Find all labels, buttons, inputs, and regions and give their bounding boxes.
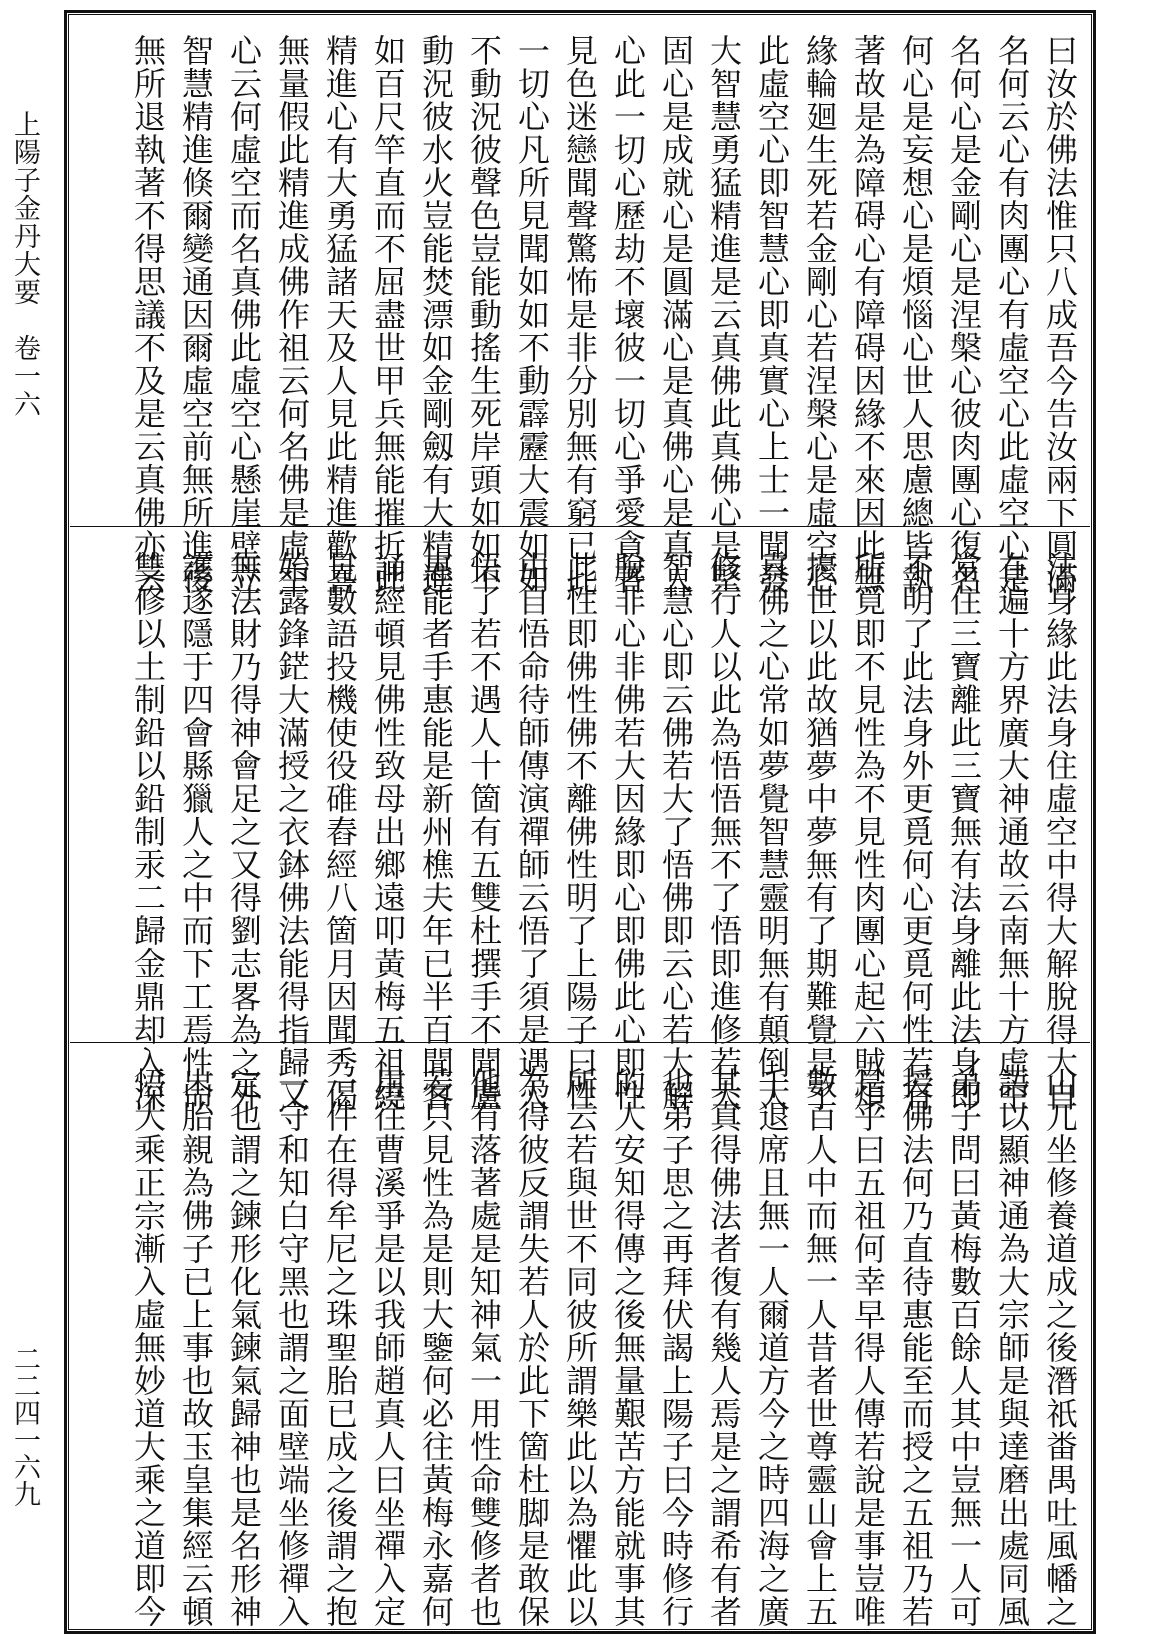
text-column: 惠能者手惠能是新州樵夫年已半百聞客: [417, 551, 455, 1112]
text-column: 授佛法何乃直待惠能至而授之五祖乃若: [897, 1067, 935, 1628]
margin-title: 上陽子金丹大要 卷一六: [9, 110, 40, 418]
text-column: 始露鋒鋩大滿授之衣鉢佛法能得指歸又: [273, 551, 311, 1112]
text-column: 法身緣此法身住虛空中得大解脫得大自: [1041, 551, 1079, 1112]
text-column: 何心是妄想心是煩惱心世人思慮總皆執: [897, 34, 935, 595]
text-column: 語以顯神通為大宗師是與達磨出處同風: [993, 1067, 1031, 1628]
text-column: 悟了若不遇人十箇有五雙杜撰手不聞盧: [465, 551, 503, 1112]
text-column: 也弟子思之再拜伏謁上陽子曰今時修行: [657, 1067, 695, 1628]
text-column: 在遍十方界廣大神通故云南無十方虛空: [993, 551, 1031, 1112]
text-column: 修行人以此為悟悟無不了悟即進修若大: [705, 551, 743, 1112]
text-column: 千退席且無一人爾道方今之時四海之廣: [753, 1067, 791, 1628]
text-column: 一件在得牟尼之珠聖胎已成之後謂之抱: [321, 1067, 359, 1628]
text-column: 如百尺竿直而不屈盡世甲兵無能摧折此: [369, 34, 407, 595]
text-column: 由自悟命待師傳演禪師云悟了須是遇人: [513, 551, 551, 1112]
text-column: 護遂隱于四會縣獵人之中而下工焉性命: [177, 551, 215, 1112]
text-column: 誦經頓見佛性致母出鄉遠叩黃梅五祖繞: [369, 551, 407, 1112]
text-column: 固心是成就心是圓滿心是真佛心是真人: [657, 34, 695, 595]
text-column: 著故是為障碍心有障碍因緣不來因此無: [849, 34, 887, 595]
text-column: 心云何虛空而名真佛此虛空心懸崖壁立: [225, 34, 263, 595]
text-column: 一切心凡所見聞如如不動霹靂大震如如: [513, 34, 551, 595]
text-column: 所云若與世不同彼所謂樂此以為懼此以: [561, 1067, 599, 1628]
text-column: 無量假此精進成佛作祖云何名佛是虛空: [273, 34, 311, 595]
register-bottom: [70, 1042, 1090, 1630]
text-column: 曰汝於佛法惟只八成吾今告汝兩下圓滿: [1041, 34, 1079, 595]
margin-folio: 二二四一六九: [9, 1345, 40, 1507]
text-column: 其真得佛法者復有幾人焉是之謂希有者: [705, 1067, 743, 1628]
text-column: 此虛空心即智慧心即真實心上士一聞發: [753, 34, 791, 595]
text-column: 真佛之心常如夢覺智慧靈明無有顛倒大: [753, 551, 791, 1112]
text-column: 的人安知得傳之後無量艱苦方能就事其: [609, 1067, 647, 1628]
text-column: 名何心是金剛心是涅槃心彼肉團心復名: [945, 34, 983, 595]
text-column: 智慧心即云佛若大了悟佛即云心若大解: [657, 551, 695, 1112]
text-column: 悟大乘正宗漸入虛無妙道大乘之道即今: [129, 1067, 167, 1628]
text-column: 無法財乃得神會足之又得劉志畧為之外: [225, 551, 263, 1112]
text-column: 大智慧勇猛精進是云真佛此真佛心是堅: [705, 34, 743, 595]
text-column: 用往曹溪爭是以我師趙真人曰坐禪入定: [369, 1067, 407, 1628]
text-column: 脫非心非佛若大因緣即心即佛此心即性: [609, 551, 647, 1112]
text-column: 一守和知白守黑也謂之面壁端坐修禪入: [273, 1067, 311, 1628]
text-column: 不明了此法身外更覓何心更覓何性若有: [897, 551, 935, 1112]
text-column: 若只見性為是則大鑒何必往黃梅永嘉何: [417, 1067, 455, 1628]
text-column: 為得彼反謂失若人於此下箇杜脚是敢保: [513, 1067, 551, 1628]
text-column: 擾世以此故猶夢中夢無有了期難覺是了: [801, 551, 839, 1112]
text-column: 山兀坐修養道成之後潛祇畨禺吐風幡之: [1041, 1067, 1079, 1628]
text-column: 不動況彼聲色豈能動搖生死岸頭如如不: [465, 34, 503, 595]
text-column: 心此一切心歷劫不壞彼一切心爭愛貪著: [609, 34, 647, 595]
text-column: 是乎曰五祖何幸早得人傳若說是事豈唯: [849, 1067, 887, 1628]
register-top: [70, 14, 1090, 595]
text-column: 緣輪廻生死若金剛心若涅槃心是虛空心: [801, 34, 839, 595]
text-column: 數百人中而無一人昔者世尊靈山會上五: [801, 1067, 839, 1628]
text-column: 雙修以土制鉛以鉛制汞二歸金鼎却入深: [129, 551, 167, 1112]
register-middle: [70, 526, 1090, 1112]
text-column: 智慧精進倏爾變通因爾虛空前無所進後: [177, 34, 215, 595]
text-column: 見數語投機使役碓舂經八箇月因聞秀偈: [321, 551, 359, 1112]
text-column: 名何云心有肉團心有虛空心此虛空心是: [993, 34, 1031, 595]
text-column: 他有落著處是知神氣一用性命雙修者也: [465, 1067, 503, 1628]
text-column: 定也謂之鍊形化氣鍊氣歸神也是名形神: [225, 1067, 263, 1628]
text-column: 無所退執著不得思議不及是云真佛亦云: [129, 34, 167, 595]
text-column: 出胎親為佛子已上事也故玉皇集經云頓: [177, 1067, 215, 1628]
text-column: 動況彼水火豈能焚漂如金剛劔有大精進: [417, 34, 455, 595]
text-column: 所覓即不見性為不見性肉團心起六賊煩: [849, 551, 887, 1112]
text-column: 弟子問曰黃梅數百餘人其中豈無一人可: [945, 1067, 983, 1628]
text-column: 見色迷戀聞聲驚怖是非分別無有窮已此: [561, 34, 599, 595]
text-column: 此性即佛性佛不離佛性明了上陽子曰性: [561, 551, 599, 1112]
text-column: 常住三寶離此三寶無有法身離此法身即: [945, 551, 983, 1112]
text-column: 精進心有大勇猛諸天及人見此精進歡喜: [321, 34, 359, 595]
